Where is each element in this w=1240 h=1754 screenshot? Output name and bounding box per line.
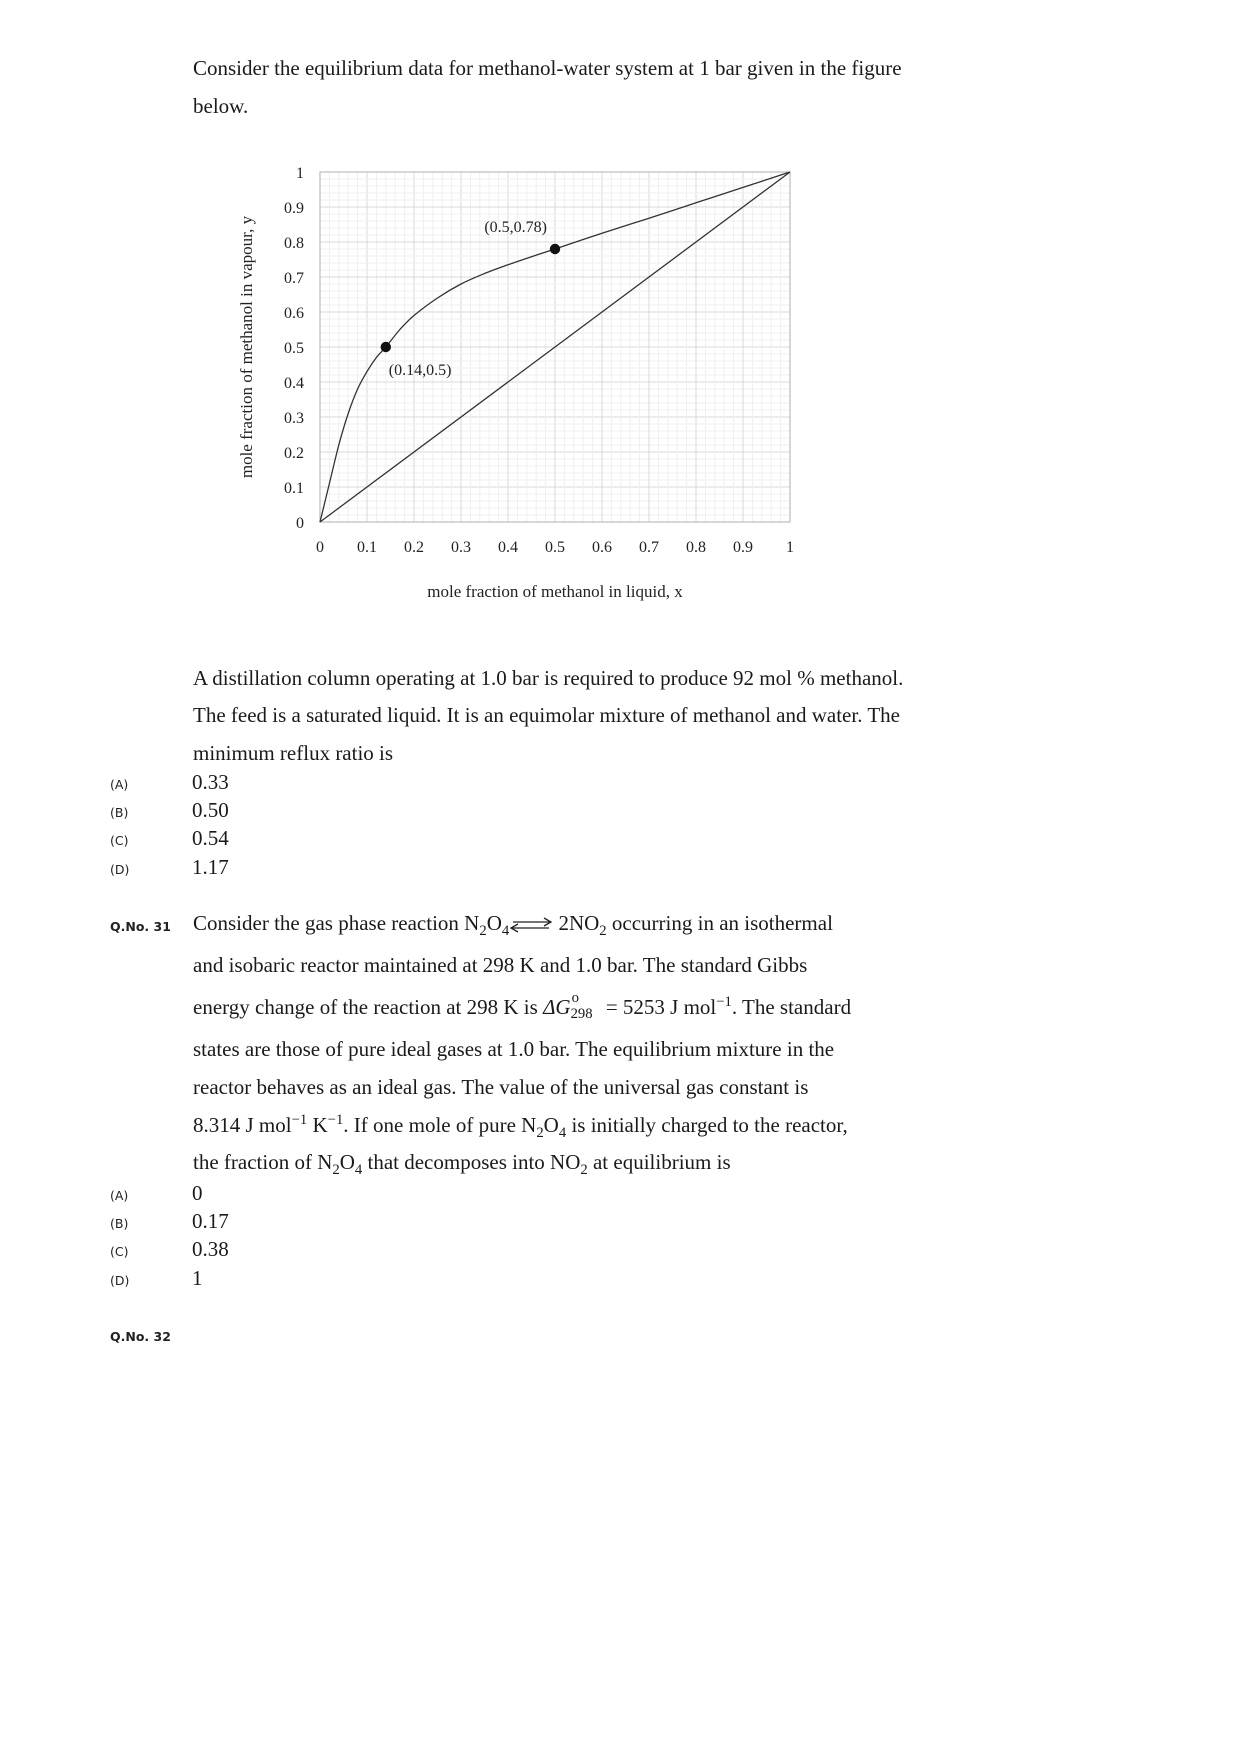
y-tick-label: 0.1 <box>284 480 304 497</box>
q30-line-3: minimum reflux ratio is <box>193 741 394 765</box>
x-tick-label: 0.7 <box>639 539 659 556</box>
q30-option-a-letter: (A) <box>110 777 129 792</box>
q31-option-d-letter: (D) <box>110 1273 130 1288</box>
q30-option-d[interactable]: 1.17 <box>192 855 229 879</box>
q31-number: Q.No. 31 <box>110 919 171 934</box>
equilibrium-arrow-icon <box>509 917 553 933</box>
x-tick-label: 0.6 <box>592 539 612 556</box>
x-tick-label: 0.8 <box>686 539 706 556</box>
q30-option-b[interactable]: 0.50 <box>192 798 229 822</box>
q30-line-1: A distillation column operating at 1.0 bar is required to produce 92 mol % methanol. <box>193 666 904 690</box>
intro-line-1: Consider the equilibrium data for methanol-water system at 1 bar given in the figure <box>193 56 902 80</box>
data-point-marker <box>381 342 391 352</box>
x-axis-label: mole fraction of methanol in liquid, x <box>427 582 683 601</box>
q31-option-a[interactable]: 0 <box>192 1181 203 1205</box>
q31-option-c-letter: (C) <box>110 1244 129 1259</box>
y-tick-label: 0.8 <box>284 235 304 252</box>
x-tick-label: 0 <box>316 539 324 556</box>
delta-g-symbol: ΔG <box>543 995 571 1019</box>
y-tick-labels <box>284 165 304 532</box>
q30-line-2: The feed is a saturated liquid. It is an equimolar mixture of methanol and water. The <box>193 703 900 727</box>
y-tick-label: 0.9 <box>284 200 304 217</box>
y-axis-label: mole fraction of methanol in vapour, y <box>237 215 256 479</box>
data-point-label: (0.5,0.78) <box>484 219 547 236</box>
y-tick-label: 0.6 <box>284 305 304 322</box>
q31-line-4: states are those of pure ideal gases at 1.0 bar. The equilibrium mixture in the <box>193 1037 835 1061</box>
y-tick-label: 0.5 <box>284 340 304 357</box>
y-tick-label: 0.7 <box>284 270 304 287</box>
q31-option-d[interactable]: 1 <box>192 1266 203 1290</box>
x-tick-label: 0.4 <box>498 539 518 556</box>
q31-line-5: reactor behaves as an ideal gas. The value of the universal gas constant is <box>193 1075 809 1099</box>
data-point-label: (0.14,0.5) <box>388 362 452 379</box>
x-tick-label: 0.1 <box>357 539 377 556</box>
x-tick-label: 0.5 <box>545 539 565 556</box>
x-tick-label: 0.3 <box>451 539 471 556</box>
q31-line-6: 8.314 J mol$^{-1}$ $K^{-1}$. If one mole of pure $N_2O_4$ is initially charged to the reactor, <box>193 1112 848 1142</box>
x-tick-label: 0.2 <box>404 539 424 556</box>
x-tick-label: 0.9 <box>733 539 753 556</box>
y-tick-label: 0.2 <box>284 445 304 462</box>
q31-option-b-letter: (B) <box>110 1216 129 1231</box>
intro-line-2: below. <box>193 94 249 118</box>
vle-chart <box>0 0 1240 620</box>
q31-option-b[interactable]: 0.17 <box>192 1209 229 1233</box>
q31-line-2: and isobaric reactor maintained at 298 K and 1.0 bar. The standard Gibbs <box>193 953 808 977</box>
q30-option-c-letter: (C) <box>110 833 129 848</box>
q32-number: Q.No. 32 <box>110 1329 171 1344</box>
q30-option-c[interactable]: 0.54 <box>192 826 229 850</box>
q30-option-d-letter: (D) <box>110 862 130 877</box>
q31-option-a-letter: (A) <box>110 1188 129 1203</box>
y-tick-label: 0.3 <box>284 410 304 427</box>
q31-line-3: energy change of the reaction at 298 K is ΔG o 298 = 5253 J mol$^{-1}$. The standard <box>193 990 852 1022</box>
y-tick-label: 0.4 <box>284 375 304 392</box>
y-tick-label: 1 <box>296 165 304 182</box>
x-tick-labels <box>316 539 794 556</box>
q31-option-c[interactable]: 0.38 <box>192 1237 229 1261</box>
data-point-marker <box>550 244 560 254</box>
q31-line-1: Consider the gas phase reaction $N_2O_4$ $2NO_2$ occurring in an isothermal <box>193 911 833 940</box>
x-tick-label: 1 <box>786 539 794 556</box>
q31-line-7: the fraction of $N_2O_4$ that decomposes into $NO_2$ at equilibrium is <box>193 1150 731 1179</box>
q30-option-b-letter: (B) <box>110 805 129 820</box>
q30-option-a[interactable]: 0.33 <box>192 770 229 794</box>
y-tick-label: 0 <box>296 515 304 532</box>
